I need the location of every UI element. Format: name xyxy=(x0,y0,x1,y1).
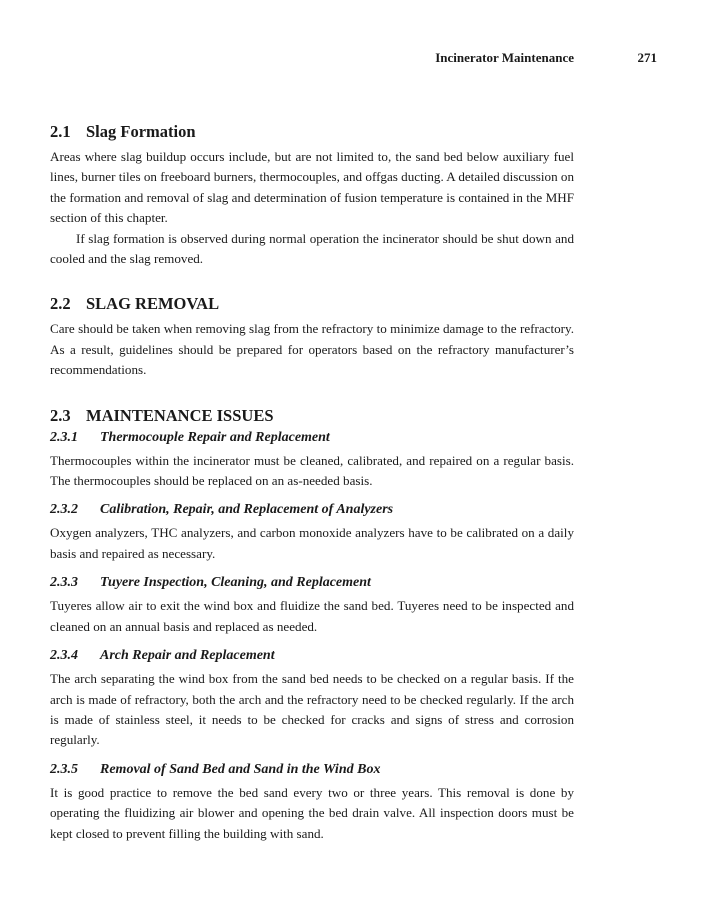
page-content xyxy=(50,121,574,868)
paragraph: The arch separating the wind box from the sand bed needs to be checked on a regular basis. If the arch is made of refractory, both the arch and the refractory need to be checked regularly. If the arch is made of stainless steel, it needs to be checked for cracks and signs of stress and corrosion regularly. xyxy=(50,671,574,748)
subsection-sand-bed xyxy=(50,760,574,844)
paragraph: Tuyeres allow air to exit the wind box and fluidize the sand bed. Tuyeres need to be inspected and cleaned on an annual basis and replaced as needed. xyxy=(50,598,574,634)
subsection-heading xyxy=(50,428,574,447)
subsection-arch xyxy=(50,646,574,751)
section-slag-removal xyxy=(50,293,574,380)
subsection-thermocouple xyxy=(50,428,574,492)
subsection-title: Thermocouple Repair and Replacement xyxy=(100,429,330,445)
subsection-title: Removal of Sand Bed and Sand in the Wind Box xyxy=(100,761,381,777)
subsection-number: 2.3.5 xyxy=(50,761,78,777)
paragraph: Oxygen analyzers, THC analyzers, and carbon monoxide analyzers have to be calibrated on a daily basis and repaired as necessary. xyxy=(50,525,574,561)
paragraph: Care should be taken when removing slag from the refractory to minimize damage to the refractory. As a result, guidelines should be prepared for operators based on the refractory manufacturer’s recommendations. xyxy=(50,321,574,378)
subsection-number: 2.3.4 xyxy=(50,648,78,664)
paragraph: Thermocouples within the incinerator must be cleaned, calibrated, and repaired on a regular basis. The thermocouples should be replaced on an as-needed basis. xyxy=(50,452,574,489)
subsection-number: 2.3.1 xyxy=(50,429,78,445)
subsection-heading xyxy=(50,646,574,665)
running-head xyxy=(0,50,707,70)
section-heading xyxy=(50,293,574,314)
page-number: 271 xyxy=(637,50,657,65)
section-title: Slag Formation xyxy=(86,122,196,141)
subsection-title: Calibration, Repair, and Replacement of Analyzers xyxy=(100,502,394,518)
subsection-heading xyxy=(50,500,574,519)
section-heading xyxy=(50,405,574,426)
section-number: 2.1 xyxy=(50,122,71,141)
subsection-number: 2.3.3 xyxy=(50,575,78,591)
subsection-title: Arch Repair and Replacement xyxy=(100,648,275,664)
running-title: Incinerator Maintenance xyxy=(435,50,574,65)
paragraph: If slag formation is observed during normal operation the incinerator should be shut down and cooled and the slag removed. xyxy=(50,230,574,267)
subsection-analyzers xyxy=(50,500,574,564)
section-slag-formation xyxy=(50,121,574,269)
subsection-title: Tuyere Inspection, Cleaning, and Replacement xyxy=(100,575,371,591)
section-title: SLAG REMOVAL xyxy=(86,294,220,314)
section-title: MAINTENANCE ISSUES xyxy=(86,405,274,425)
subsection-heading xyxy=(50,760,574,779)
section-number: 2.2 xyxy=(50,294,71,314)
section-number: 2.3 xyxy=(50,405,71,425)
paragraph: It is good practice to remove the bed sand every two or three years. This removal is done by operating the fluidizing air blower and opening the bed drain valve. All inspection doors must be kept closed to prevent filling the building with sand. xyxy=(50,784,574,841)
section-heading xyxy=(50,121,574,142)
subsection-heading xyxy=(50,573,574,592)
subsection-number: 2.3.2 xyxy=(50,502,78,518)
paragraph: Areas where slag buildup occurs include, but are not limited to, the sand bed below auxiliary fuel lines, burner tiles on freeboard burners, thermocouples, and offgas ducting. A detailed discussion on the formation and removal of slag and determination of fusion temperature is contained in the MHF section of this chapter. xyxy=(50,149,574,226)
section-maintenance-issues xyxy=(50,405,574,844)
subsection-tuyere xyxy=(50,573,574,637)
